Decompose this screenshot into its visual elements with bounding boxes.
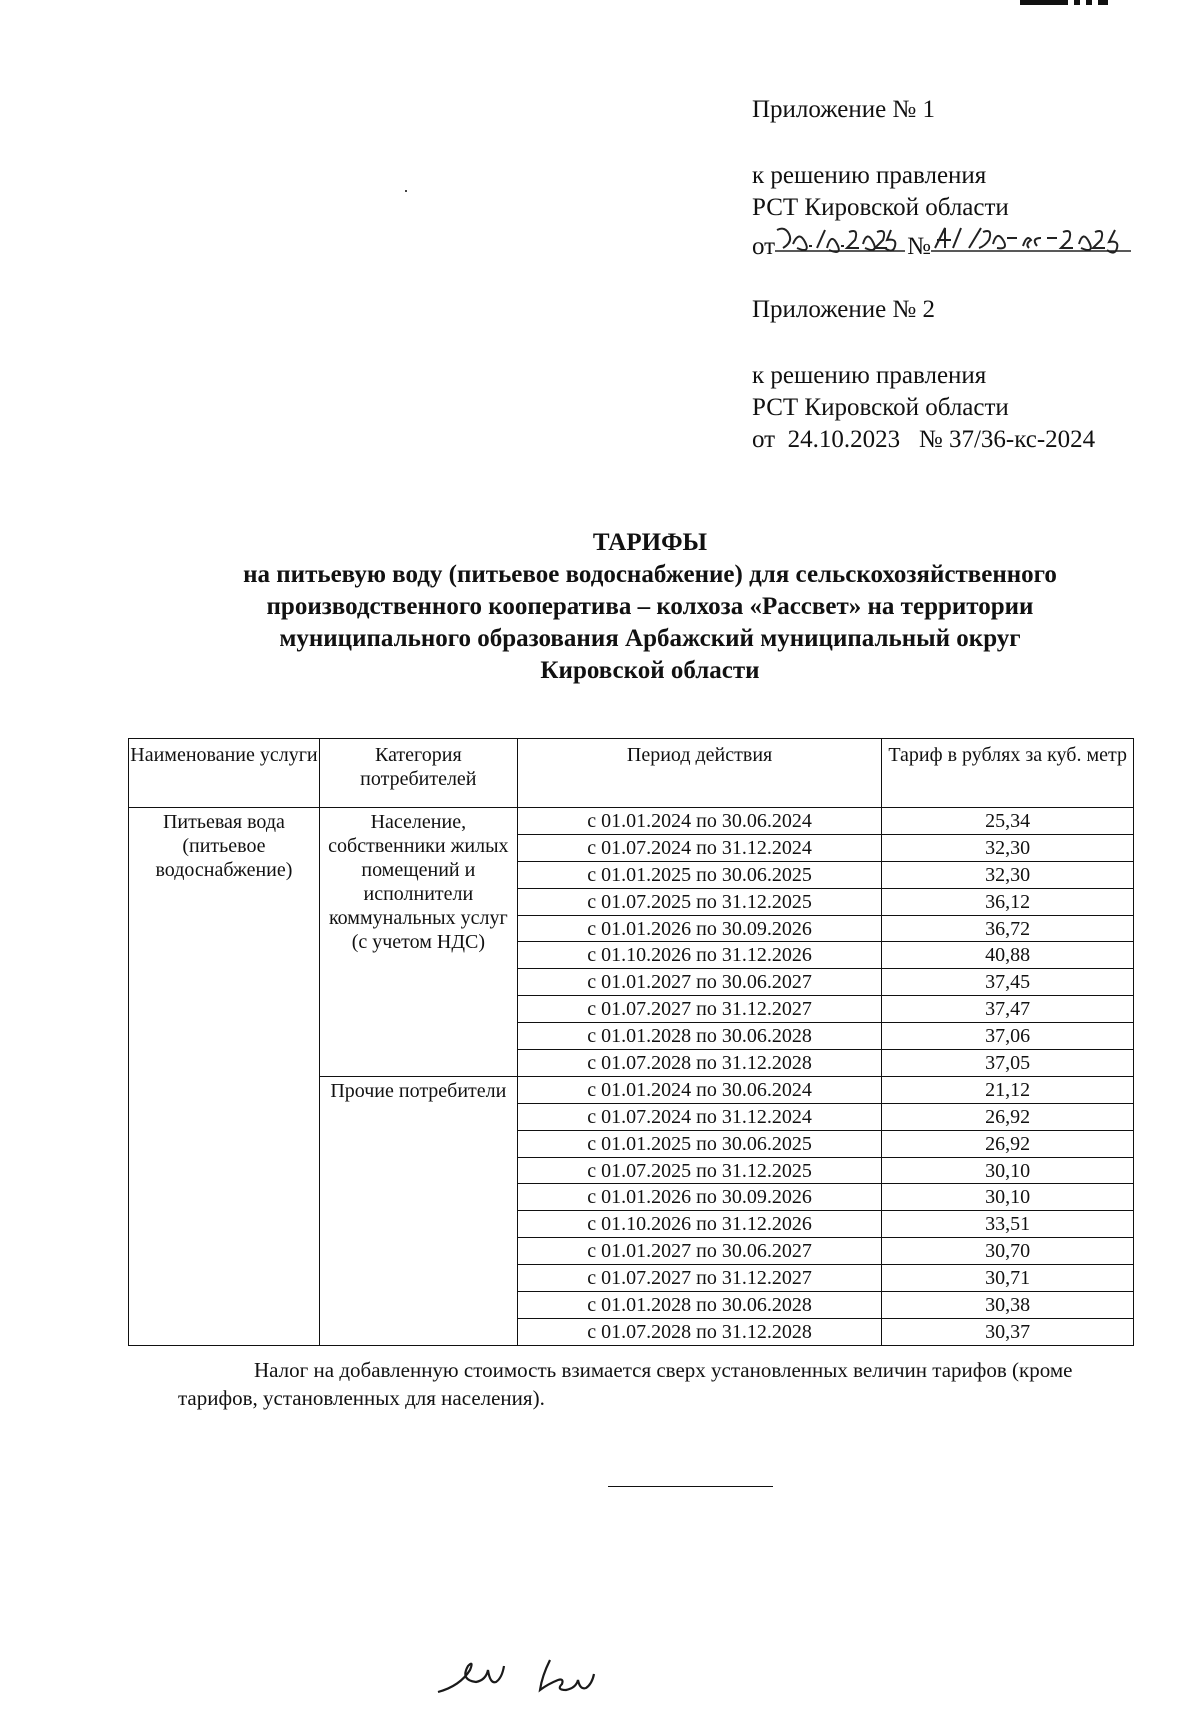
tariff-cell: 37,06 bbox=[882, 1023, 1134, 1050]
period-cell: с 01.01.2025 по 30.06.2025 bbox=[517, 861, 882, 888]
handwritten-number bbox=[931, 224, 1141, 254]
period-cell: с 01.07.2024 по 31.12.2024 bbox=[517, 834, 882, 861]
tariff-cell: 36,72 bbox=[882, 915, 1134, 942]
appendix-1-line1: к решению правления bbox=[752, 162, 987, 189]
tariff-cell: 30,10 bbox=[882, 1184, 1134, 1211]
header-category: Категория потребителей bbox=[319, 739, 517, 808]
header-tariff: Тариф в рублях за куб. метр bbox=[882, 739, 1134, 808]
period-cell: с 01.07.2027 по 31.12.2027 bbox=[517, 1265, 882, 1292]
appendix-1-line2: РСТ Кировской области bbox=[752, 194, 1009, 221]
handwritten-signature-icon bbox=[430, 1640, 630, 1715]
tariff-cell: 37,05 bbox=[882, 1050, 1134, 1077]
tariffs-table bbox=[128, 738, 1134, 1346]
tariff-cell: 30,38 bbox=[882, 1292, 1134, 1319]
period-cell: с 01.07.2028 по 31.12.2028 bbox=[517, 1050, 882, 1077]
period-cell: с 01.10.2026 по 31.12.2026 bbox=[517, 1211, 882, 1238]
period-cell: с 01.07.2027 по 31.12.2027 bbox=[517, 996, 882, 1023]
tariff-cell: 25,34 bbox=[882, 808, 1134, 835]
tariff-cell: 37,45 bbox=[882, 969, 1134, 996]
period-cell: с 01.01.2028 по 30.06.2028 bbox=[517, 1292, 882, 1319]
period-cell: с 01.01.2024 по 30.06.2024 bbox=[517, 1076, 882, 1103]
table-body bbox=[129, 808, 1134, 1346]
tariff-cell: 26,92 bbox=[882, 1130, 1134, 1157]
title-line3: муниципального образования Арбажский муниципальный округ bbox=[279, 625, 1021, 652]
appendix-2 bbox=[752, 294, 1095, 456]
appendix-2-line1: к решению правления bbox=[752, 362, 987, 389]
tariff-cell: 30,71 bbox=[882, 1265, 1134, 1292]
service-cell: Питьевая вода (питьевое водоснабжение) bbox=[129, 808, 320, 1346]
tariff-cell: 30,70 bbox=[882, 1238, 1134, 1265]
period-cell: с 01.01.2024 по 30.06.2024 bbox=[517, 808, 882, 835]
category-cell: Прочие потребители bbox=[319, 1076, 517, 1345]
tariff-cell: 30,10 bbox=[882, 1157, 1134, 1184]
appendix-2-line2: РСТ Кировской области bbox=[752, 394, 1009, 421]
appendix-1-date-line bbox=[752, 224, 1141, 263]
closing-rule bbox=[608, 1486, 773, 1487]
tariff-cell: 30,37 bbox=[882, 1318, 1134, 1345]
header-service: Наименование услуги bbox=[129, 739, 320, 808]
header-period: Период действия bbox=[517, 739, 882, 808]
scan-speck bbox=[405, 190, 407, 192]
tariff-cell: 40,88 bbox=[882, 942, 1134, 969]
period-cell: с 01.07.2024 по 31.12.2024 bbox=[517, 1103, 882, 1130]
period-cell: с 01.01.2027 по 30.06.2027 bbox=[517, 969, 882, 996]
title-line4: Кировской области bbox=[540, 657, 760, 684]
period-cell: с 01.01.2026 по 30.09.2026 bbox=[517, 915, 882, 942]
number-prefix: № bbox=[907, 233, 931, 260]
tariff-cell: 37,47 bbox=[882, 996, 1134, 1023]
title-line1: на питьевую воду (питьевое водоснабжение) для сельскохозяйственного bbox=[243, 561, 1057, 588]
scan-artifact bbox=[1020, 0, 1110, 5]
tariff-cell: 21,12 bbox=[882, 1076, 1134, 1103]
date-prefix: от bbox=[752, 233, 776, 260]
document-title bbox=[120, 527, 1180, 687]
period-cell: с 01.07.2028 по 31.12.2028 bbox=[517, 1318, 882, 1345]
period-cell: с 01.07.2025 по 31.12.2025 bbox=[517, 1157, 882, 1184]
period-cell: с 01.07.2025 по 31.12.2025 bbox=[517, 888, 882, 915]
table-header-row bbox=[129, 739, 1134, 808]
handwritten-date bbox=[775, 224, 907, 254]
vat-note: Налог на добавленную стоимость взимается сверх установленных величин тарифов (кроме тарифов, установленных для населения). bbox=[178, 1358, 1073, 1410]
appendix-1-title: Приложение № 1 bbox=[752, 96, 936, 123]
period-cell: с 01.10.2026 по 31.12.2026 bbox=[517, 942, 882, 969]
tariff-cell: 36,12 bbox=[882, 888, 1134, 915]
tariff-cell: 32,30 bbox=[882, 861, 1134, 888]
title-heading: ТАРИФЫ bbox=[592, 529, 708, 556]
tariff-cell: 32,30 bbox=[882, 834, 1134, 861]
appendix-1 bbox=[752, 94, 1141, 263]
tariff-cell: 26,92 bbox=[882, 1103, 1134, 1130]
table-row bbox=[129, 808, 1134, 835]
category-cell: Население, собственники жилых помещений и исполнители коммунальных услуг (с учетом НДС) bbox=[319, 808, 517, 1077]
period-cell: с 01.01.2027 по 30.06.2027 bbox=[517, 1238, 882, 1265]
tariff-cell: 33,51 bbox=[882, 1211, 1134, 1238]
title-line2: производственного кооператива – колхоза «Рассвет» на территории bbox=[266, 593, 1034, 620]
period-cell: с 01.01.2028 по 30.06.2028 bbox=[517, 1023, 882, 1050]
period-cell: с 01.01.2025 по 30.06.2025 bbox=[517, 1130, 882, 1157]
appendix-2-title: Приложение № 2 bbox=[752, 296, 936, 323]
appendix-2-line3: от 24.10.2023 № 37/36-кс-2024 bbox=[752, 426, 1096, 453]
period-cell: с 01.01.2026 по 30.09.2026 bbox=[517, 1184, 882, 1211]
